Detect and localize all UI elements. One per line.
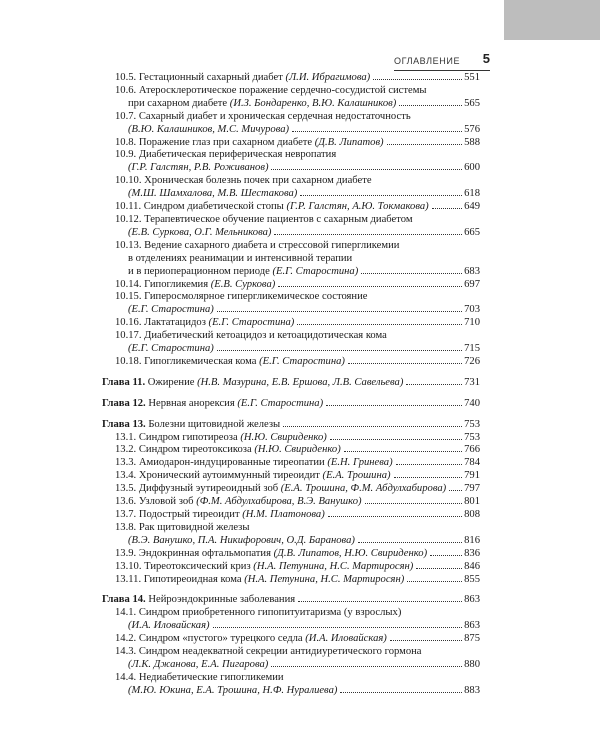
toc-page-number: 855 [464, 573, 480, 585]
toc-authors: (Е.А. Трошина, Ф.М. Абдулхабирова) [280, 483, 447, 495]
section-gap [102, 369, 480, 377]
toc-entry-text [115, 672, 284, 685]
toc-title: 13.8. Рак щитовидной железы [115, 521, 250, 533]
toc-entry-text [115, 483, 446, 496]
toc-authors: (Д.В. Липатов) [314, 136, 384, 148]
dot-leader [387, 144, 463, 145]
dot-leader [396, 464, 463, 465]
toc-entry [102, 672, 480, 685]
toc-page-number: 797 [464, 483, 480, 495]
toc-entry-text [115, 574, 404, 587]
toc-entry-text [115, 85, 427, 98]
toc-title: при сахарном диабете [128, 97, 230, 109]
chapter-label: Глава 13. [102, 418, 146, 430]
toc-authors: (Е.Г. Старостина) [259, 355, 345, 367]
toc-title: 10.7. Сахарный диабет и хроническая сердечная недостаточность [115, 110, 411, 122]
toc-page-number: 565 [464, 97, 480, 109]
toc-authors: (И.А. Иловайская) [128, 620, 210, 632]
toc-title: 13.11. Гипотиреоидная кома [115, 573, 245, 585]
toc-page-number: 880 [464, 658, 480, 670]
toc-entry-text [102, 419, 280, 432]
toc-page-number: 808 [464, 509, 480, 520]
toc-entry-text [115, 457, 393, 470]
toc-entry[interactable] [102, 620, 480, 633]
toc-authors: (И.А. Иловайская) [305, 633, 387, 645]
toc-title: Болезни щитовидной железы [145, 418, 281, 430]
toc-entry-text [115, 137, 384, 150]
toc-title: 10.14. Гипогликемия [115, 278, 211, 290]
toc-page-number: 883 [464, 684, 480, 696]
toc-entry[interactable] [102, 98, 480, 111]
toc-entry[interactable] [102, 659, 480, 672]
toc-entry [102, 85, 480, 98]
toc-entry-text [115, 214, 413, 227]
toc-entry-text [128, 304, 214, 317]
toc-title: 13.6. Узловой зоб [115, 496, 197, 508]
toc-entry [102, 214, 480, 227]
toc-authors: (И.З. Бондаренко, В.Ю. Калашников) [229, 97, 397, 109]
dot-leader [298, 601, 462, 602]
toc-title: 13.7. Подострый тиреоидит [115, 509, 243, 520]
toc-entry[interactable] [102, 548, 480, 561]
toc-entry[interactable] [102, 227, 480, 240]
dot-leader [271, 666, 462, 667]
dot-leader [271, 169, 462, 170]
toc-title: 10.9. Диабетическая периферическая невропатия [115, 149, 337, 161]
toc-entry-text [115, 240, 399, 253]
dot-leader [358, 542, 462, 543]
toc-entry [102, 607, 480, 620]
dot-leader [407, 581, 462, 582]
toc-entry-text [115, 496, 362, 509]
toc-authors: (Д.В. Липатов, Н.Ю. Свириденко) [273, 547, 428, 559]
toc-authors: (В.Э. Ванушко, П.А. Никифорович, О.Д. Баранова) [128, 534, 355, 546]
toc-entry-text [115, 548, 427, 561]
toc-title: 14.2. Синдром «пустого» турецкого седла [115, 633, 306, 645]
toc-entry[interactable] [102, 483, 480, 496]
dot-leader [390, 640, 462, 641]
toc-entry-text [128, 162, 268, 175]
toc-entry-text [128, 620, 210, 633]
toc-page-number: 710 [464, 317, 480, 329]
dot-leader [217, 311, 462, 312]
toc-entry[interactable] [102, 304, 480, 317]
table-of-contents [102, 72, 480, 698]
toc-entry[interactable] [102, 317, 480, 330]
toc-authors: (Е.В. Суркова, О.Г. Мельникова) [128, 226, 272, 238]
toc-page-number: 784 [464, 457, 480, 469]
toc-entry-text [115, 291, 367, 304]
toc-entry[interactable] [102, 509, 480, 522]
toc-title: и в периоперационном периоде [128, 265, 273, 277]
dot-leader [278, 286, 462, 287]
toc-chapter[interactable] [102, 377, 480, 390]
toc-entry-text [115, 201, 429, 214]
toc-chapter[interactable] [102, 398, 480, 411]
toc-entry-text [128, 343, 214, 356]
toc-title: Нейроэндокринные заболевания [145, 594, 296, 606]
toc-page-number: 697 [464, 278, 480, 290]
toc-entry[interactable] [102, 356, 480, 369]
toc-entry-text [102, 398, 323, 411]
toc-title: 14.3. Синдром неадекватной секреции антидиуретического гормона [115, 646, 422, 658]
toc-entry[interactable] [102, 279, 480, 292]
toc-entry-text [115, 149, 336, 162]
toc-entry[interactable] [102, 188, 480, 201]
toc-entry-text [115, 356, 345, 369]
toc-page-number: 726 [464, 355, 480, 367]
dot-leader [361, 273, 462, 274]
toc-page-number: 715 [464, 343, 480, 355]
toc-entry-text [115, 646, 422, 659]
toc-title: 13.5. Диффузный эутиреоидный зоб [115, 483, 281, 495]
dot-leader [399, 105, 462, 106]
toc-authors: (Ф.М. Абдулхабирова, В.Э. Ванушко) [196, 496, 362, 508]
toc-entry-text [128, 227, 271, 240]
toc-entry-text [102, 594, 295, 607]
toc-entry-text [115, 561, 413, 574]
toc-page-number: 731 [464, 376, 480, 388]
toc-page-number: 665 [464, 226, 480, 238]
toc-entry [102, 291, 480, 304]
chapter-label: Глава 14. [102, 594, 146, 606]
chapter-label: Глава 11. [102, 376, 146, 388]
toc-title: 10.5. Гестационный сахарный диабет [115, 72, 286, 83]
toc-title: 10.16. Лактатацидоз [115, 317, 209, 329]
toc-authors: (М.Ш. Шамхалова, М.В. Шестакова) [128, 188, 298, 200]
toc-page-number: 753 [464, 418, 480, 430]
toc-authors: (Л.И. Ибрагимова) [285, 72, 371, 83]
toc-page-number: 791 [464, 470, 480, 482]
toc-title: 13.10. Тиреотоксический криз [115, 560, 254, 572]
toc-entry-text [115, 279, 275, 292]
toc-entry-text [115, 607, 401, 620]
dot-leader [283, 426, 462, 427]
dot-leader [430, 555, 462, 556]
toc-entry[interactable] [102, 685, 480, 698]
toc-title: 10.12. Терапевтическое обучение пациентов с сахарным диабетом [115, 213, 413, 225]
toc-entry[interactable] [102, 124, 480, 137]
toc-page-number: 649 [464, 201, 480, 213]
dot-leader [326, 405, 462, 406]
toc-entry[interactable] [102, 457, 480, 470]
toc-page-number: 846 [464, 560, 480, 572]
toc-entry-text [115, 522, 250, 535]
dot-leader [292, 131, 462, 132]
toc-entry-text [128, 266, 358, 279]
toc-page-number: 740 [464, 397, 480, 409]
toc-authors: (Е.Г. Старостина) [237, 397, 324, 409]
toc-authors: (Е.Г. Старостина) [208, 317, 295, 329]
dot-leader [217, 350, 462, 351]
toc-page-number: 703 [464, 304, 480, 316]
toc-entry[interactable] [102, 432, 480, 445]
dot-leader [213, 627, 463, 628]
toc-title: 13.3. Амиодарон-индуцированные тиреопатии [115, 457, 328, 469]
toc-authors: (Н.Ю. Свириденко) [254, 444, 341, 456]
toc-entry[interactable] [102, 574, 480, 587]
dot-leader [373, 79, 462, 80]
toc-entry[interactable] [102, 496, 480, 509]
toc-chapter[interactable] [102, 419, 480, 432]
dot-leader [330, 439, 462, 440]
toc-title: в отделениях реанимации и интенсивной терапии [128, 252, 353, 264]
chapter-label: Глава 12. [102, 397, 146, 409]
toc-page-number: 683 [464, 265, 480, 277]
dot-leader [432, 208, 462, 209]
toc-entry-text [128, 659, 268, 672]
dot-leader [348, 363, 462, 364]
toc-entry-text [115, 509, 325, 522]
toc-authors: (В.Ю. Калашников, М.С. Мичурова) [128, 123, 290, 135]
toc-chapter[interactable] [102, 594, 480, 607]
toc-title: Ожирение [145, 376, 198, 388]
toc-entry-text [115, 444, 341, 457]
toc-authors: (Г.Р. Галстян, Р.В. Роживанов) [128, 162, 269, 174]
toc-authors: (Е.В. Суркова) [210, 278, 276, 290]
toc-entry-text [115, 111, 411, 124]
toc-entry [102, 240, 480, 253]
toc-title: 10.11. Синдром диабетической стопы [115, 201, 287, 213]
toc-entry[interactable] [102, 470, 480, 483]
toc-entry[interactable] [102, 137, 480, 150]
toc-entry-text [115, 330, 387, 343]
toc-entry-text [128, 685, 337, 698]
toc-entry [102, 175, 480, 188]
toc-authors: (Е.Г. Старостина) [272, 265, 359, 277]
toc-title: 13.4. Хронический аутоиммунный тиреоидит [115, 470, 323, 482]
toc-entry[interactable] [102, 535, 480, 548]
toc-authors: (Н.М. Платонова) [242, 509, 325, 520]
toc-authors: (Л.К. Джанова, Е.А. Пигарова) [128, 658, 269, 670]
toc-page-number: 600 [464, 162, 480, 174]
toc-entry [102, 253, 480, 266]
toc-entry-text [128, 98, 396, 111]
section-gap [102, 411, 480, 419]
toc-authors: (Н.А. Петунина, Н.С. Мартиросян) [244, 573, 405, 585]
toc-title: 10.13. Ведение сахарного диабета и стрессовой гипергликемии [115, 239, 400, 251]
toc-entry-text [128, 535, 355, 548]
toc-entry[interactable] [102, 266, 480, 279]
toc-authors: (Н.А. Петунина, Н.С. Мартиросян) [253, 560, 414, 572]
toc-authors: (Г.Р. Галстян, А.Ю. Токмакова) [286, 201, 429, 213]
toc-page-number: 588 [464, 136, 480, 148]
toc-entry[interactable] [102, 561, 480, 574]
dot-leader [297, 324, 462, 325]
toc-title: 10.18. Гипогликемическая кома [115, 355, 260, 367]
toc-entry[interactable] [102, 444, 480, 457]
dot-leader [416, 568, 462, 569]
toc-page-number: 618 [464, 188, 480, 200]
toc-entry-text [115, 317, 294, 330]
toc-page-number: 836 [464, 547, 480, 559]
dot-leader [340, 692, 462, 693]
toc-entry [102, 330, 480, 343]
dot-leader [328, 516, 462, 517]
toc-title: 10.10. Хроническая болезнь почек при сахарном диабете [115, 175, 372, 187]
toc-entry-text [115, 175, 372, 188]
toc-authors: (Е.А. Трошина) [322, 470, 391, 482]
toc-title: 10.17. Диабетический кетоацидоз и кетоацидотическая кома [115, 330, 387, 342]
toc-authors: (Н.Ю. Свириденко) [240, 431, 327, 443]
toc-page-number: 801 [464, 496, 480, 508]
toc-entry [102, 149, 480, 162]
toc-title: 13.9. Эндокринная офтальмопатия [115, 547, 274, 559]
toc-page-number: 551 [464, 72, 480, 83]
header-title: ОГЛАВЛЕНИЕ [394, 56, 461, 66]
dot-leader [274, 234, 462, 235]
toc-title: 13.1. Синдром гипотиреоза [115, 431, 241, 443]
toc-authors: (Е.Н. Гринева) [327, 457, 393, 469]
section-gap [102, 390, 480, 398]
toc-title: 14.1. Синдром приобретенного гипопитуитаризма (у взрослых) [115, 607, 402, 619]
toc-entry[interactable] [102, 343, 480, 356]
toc-title: 10.8. Поражение глаз при сахарном диабете [115, 136, 315, 148]
toc-entry-text [128, 124, 289, 137]
toc-entry [102, 111, 480, 124]
dot-leader [406, 384, 462, 385]
toc-entry-text [115, 72, 370, 85]
toc-title: 10.6. Атеросклеротическое поражение сердечно-сосудистой системы [115, 84, 427, 96]
toc-authors: (Н.В. Мазурина, Е.В. Ершова, Л.В. Савельева) [197, 376, 404, 388]
page-number: 5 [482, 51, 490, 66]
toc-authors: (Е.Г. Старостина) [128, 304, 214, 316]
toc-page-number: 576 [464, 123, 480, 135]
toc-entry[interactable] [102, 72, 480, 85]
toc-title: 13.2. Синдром тиреотоксикоза [115, 444, 255, 456]
toc-entry-text [128, 188, 297, 201]
toc-page-number: 753 [464, 431, 480, 443]
toc-entry-text [115, 633, 387, 646]
toc-title: Нервная анорексия [145, 397, 238, 409]
toc-entry-text [115, 432, 327, 445]
running-header [394, 52, 490, 71]
toc-authors: (Е.Г. Старостина) [128, 343, 214, 355]
toc-entry-text [115, 470, 391, 483]
toc-page-number: 863 [464, 594, 480, 606]
toc-title: 14.4. Недиабетические гипогликемии [115, 671, 284, 683]
toc-authors: (М.Ю. Юкина, Е.А. Трошина, Н.Ф. Нуралиева) [128, 684, 338, 696]
dot-leader [365, 503, 463, 504]
toc-entry-text [128, 253, 352, 266]
toc-title: 10.15. Гиперосмолярное гипергликемическое состояние [115, 291, 368, 303]
dot-leader [344, 451, 462, 452]
toc-entry-text [102, 377, 403, 390]
toc-page-number: 816 [464, 534, 480, 546]
toc-page-number: 863 [464, 620, 480, 632]
dot-leader [394, 477, 463, 478]
toc-page-number: 875 [464, 633, 480, 645]
toc-entry[interactable] [102, 633, 480, 646]
dot-leader [300, 195, 462, 196]
dot-leader [449, 490, 462, 491]
page-edge-tab [504, 0, 600, 40]
toc-entry[interactable] [102, 162, 480, 175]
section-gap [102, 586, 480, 594]
toc-page-number: 766 [464, 444, 480, 456]
toc-entry [102, 646, 480, 659]
toc-entry [102, 522, 480, 535]
toc-entry[interactable] [102, 201, 480, 214]
